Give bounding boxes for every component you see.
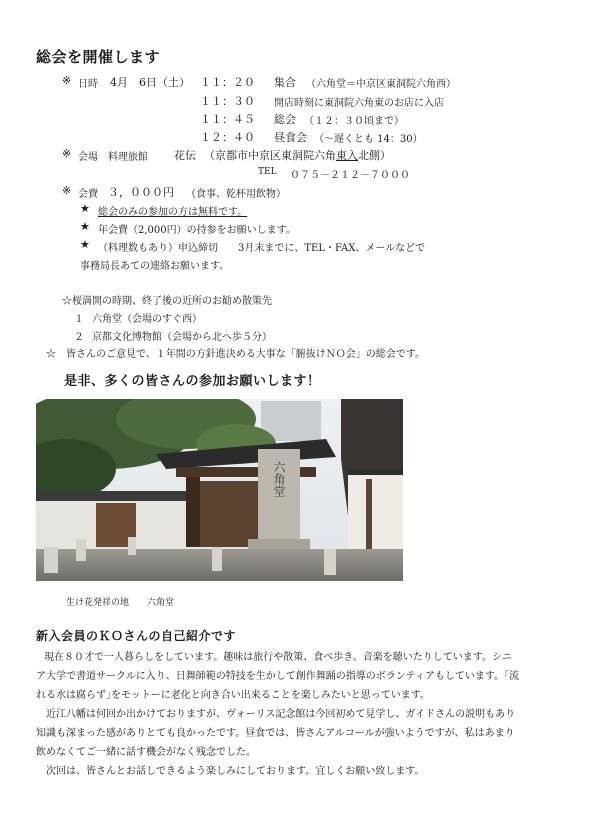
walk-num-2: ２ [74,332,84,343]
intro-line-3: れる水は腐らず｣をモットーに老化と向き合い出来ることを楽しみたいと思っています。 [36,690,430,701]
walk-item-1: 六角堂（会場のすぐ西） [92,314,202,325]
fee-item-2: 年会費（2,000円）の持参をお願いします。 [98,225,296,236]
venue-address-tail: 北側） [358,149,391,162]
intro-line-2: ア大学で書道サークルに入り、日舞師範の特技を生かして創作舞踊の指導のボランティアもしています。｢流 [36,671,520,682]
page-title: 総会を開催します [36,48,161,66]
intro-line-6: 飲めなくてご一緒に話す機会がなく残念でした。 [36,747,256,758]
venue-tel: ０７５－２１２－７０００ [290,170,410,181]
fee-note: （食事、乾杯用飲物） [186,189,286,200]
datetime-label: 日時 [78,79,98,90]
fee-label: 会費 [78,189,98,200]
time-2-text: 開店時刻に東洞院六角東のお店に入店 [274,98,444,109]
fee-bullet-2: ★ [80,220,90,233]
venue-type: 料理旅館 [108,152,148,163]
time-2: １１：３０ [200,95,255,108]
datetime-mark: ※ [62,74,72,87]
fee-continuation: 事務局長あての連絡お願います。 [80,261,230,272]
time-3: １１：４５ [200,113,255,126]
venue-name: 花伝 [174,149,196,162]
rokkakudo-illustration [36,399,403,581]
walk-heading: ☆桜満開の時期、終了後の近所のお勧め散策先 [62,296,272,307]
monument-inscription: 六角堂 [272,461,286,497]
notice-text: ☆ 皆さんのご意見で、１年間の方針進決める大事な「腑抜けＮＯ会」の総会です。 [46,349,425,360]
venue-tel-label: TEL [258,167,277,177]
fee-bullet-3: ★ [80,238,90,251]
intro-line-4: 近江八幡は何回か出かけておりますが、ヴォーリス記念館は今回初めて見学し、ガイドさんの説明もあり [46,709,516,720]
intro-line-7: 次回は、皆さんとお話しできるよう楽しみにしております。宜しくお願い致します。 [46,766,425,777]
venue-address-main: （京都市中京区東洞院六角 [204,149,336,162]
fee-amount: ３，０００円 [108,186,174,199]
venue-address-underlined: 東入 [336,149,358,162]
intro-heading: 新入会員のＫＯさんの自己紹介です [36,629,237,643]
fee-item-1: 総会のみの参加の方は無料です。 [98,207,248,218]
time-1-note: （六角堂＝中京区東洞院六角西） [306,79,456,90]
fee-bullet-1: ★ [80,202,90,215]
fee-item-3: （料理数もあり）申込締切 3月末までに、TEL・FAX、メールなどで [98,243,426,254]
time-4: １２：４０ [200,131,255,144]
time-4-note: （～遅くとも 14：30） [314,134,423,145]
venue-label: 会場 [78,152,98,163]
walk-item-2: 京都文化博物館（会場から北へ歩５分） [92,332,272,343]
rokkakudo-photo [36,399,403,581]
venue-mark: ※ [62,147,72,160]
photo-caption: 生け花発祥の地 六角堂 [66,598,175,608]
time-1: １１：２０ [200,76,255,89]
venue-address [204,147,391,163]
intro-line-1: 現在８０才で一人暮らしをしています。趣味は旅行や散策、食べ歩き。音楽を聴いたりしています。シニ [44,652,512,663]
walk-num-1: １ [74,314,84,325]
time-3-text: 総会 [274,113,296,126]
time-3-note: （１２：３０頃まで） [304,116,404,127]
time-1-text: 集合 [274,76,296,89]
time-4-text: 昼食会 [274,131,307,144]
call-to-action: 是非、多くの皆さんの参加お願いします！ [64,374,321,389]
fee-mark: ※ [62,184,72,197]
datetime-date: 4月 6日（土） [110,76,190,89]
intro-line-5: 知識も深まった感がありとても良かったです。昼食では、皆さんアルコールが強いようですが、私はあまり [36,728,515,739]
